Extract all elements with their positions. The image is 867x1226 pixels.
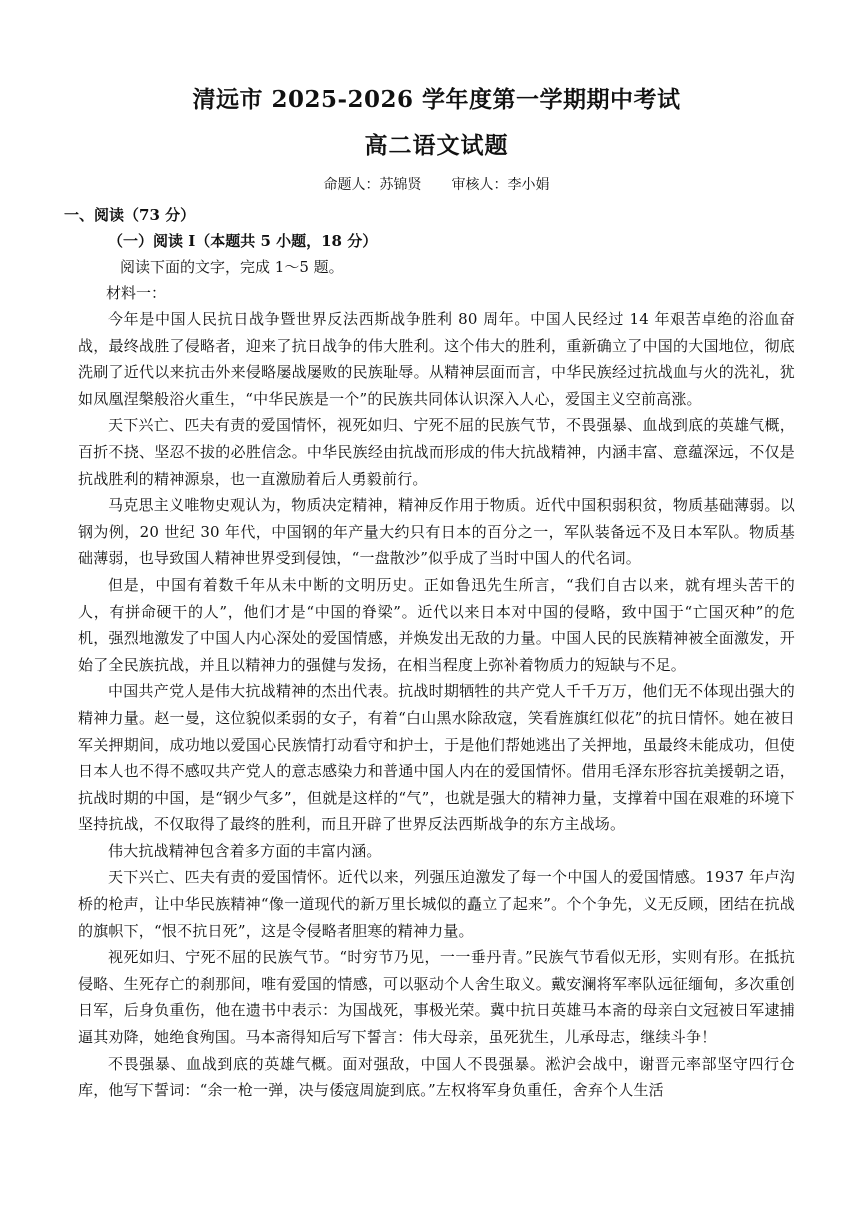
- author-text: 命题人：苏锦贤: [323, 177, 422, 193]
- paragraph: 中国共产党人是伟大抗战精神的杰出代表。抗战时期牺牲的共产党人千千万万，他们无不体现出强大的精神力量。赵一曼，这位貌似柔弱的女子，有着“白山黑水除敌寇，笑看旌旗红似花”的抗日情怀。她在被日军关押期间，成功地以爱国心民族情打动看守和护士，于是他们帮她逃出了关押地，虽最终未能成功，但使日本人也不得不感叹共产党人的意志感染力和普通中国人内在的爱国情怀。借用毛泽东形容抗美援朝之语，抗战时期的中国，是“钢少气多”，但就是这样的“气”，也就是强大的精神力量，支撑着中国在艰难的环境下坚持抗战，不仅取得了最终的胜利，而且开辟了世界反法西斯战争的东方主战场。: [78, 682, 795, 834]
- instruction-text: 阅读下面的文字，完成 1～5 题。: [120, 258, 344, 276]
- reviewer-text: 审核人：李小娟: [451, 177, 550, 193]
- paragraph: 伟大抗战精神包含着多方面的丰富内涵。: [108, 841, 382, 860]
- exam-subtitle: 高二语文试题: [364, 132, 509, 159]
- paragraph: 今年是中国人民抗日战争暨世界反法西斯战争胜利 80 周年。中国人民经过 14 年艰苦卓绝的浴血奋战，最终战胜了侵略者，迎来了抗日战争的伟大胜利。这个伟大的胜利，重新确立了中国的大国地位，彻底洗刷了近代以来抗击外来侵略屡战屡败的民族耻辱。从精神层面而言，中华民族经过抗战血与火的洗礼，犹如凤凰涅槃般浴火重生，“中华民族是一个”的民族共同体认识深入人心，爱国主义空前高涨。: [78, 310, 795, 408]
- section-heading: 一、阅读（73 分）: [64, 206, 196, 224]
- paragraph: 但是，中国有着数千年从未中断的文明历史。正如鲁迅先生所言，“我们自古以来，就有埋头苦干的人，有拼命硬干的人”，他们才是“中国的脊梁”。近代以来日本对中国的侵略，致中国于“亡国灭种”的危机，强烈地激发了中国人内心深处的爱国情感，并焕发出无敌的力量。中国人民的民族精神被全面激发，开始了全民族抗战，并且以精神力的强健与发扬，在相当程度上弥补着物质力的短缺与不足。: [78, 575, 795, 674]
- paragraph: 视死如归、宁死不屈的民族气节。“时穷节乃见，一一垂丹青。”民族气节看似无形，实则有形。在抵抗侵略、生死存亡的刹那间，唯有爱国的情感，可以驱动个人舍生取义。戴安澜将军率队远征缅甸，多次重创日军，后身负重伤，他在遗书中表示：为国战死，事极光荣。冀中抗日英雄马本斋的母亲白文冠被日军逮捕逼其劝降，她绝食殉国。马本斋得知后写下誓言：伟大母亲，虽死犹生，儿承母志，继续斗争！: [78, 948, 795, 1047]
- material-label: 材料一：: [106, 284, 167, 302]
- paragraph: 天下兴亡、匹夫有责的爱国情怀。近代以来，列强压迫激发了每一个中国人的爱国情感。1937 年卢沟桥的枪声，让中华民族精神“像一道现代的新万里长城似的矗立了起来”。个个争先，义无反顾，团结在抗战的旗帜下，“恨不抗日死”，这是令侵略者胆寒的精神力量。: [78, 868, 795, 940]
- subsection-heading: （一）阅读 I（本题共 5 小题，18 分）: [108, 232, 378, 250]
- paragraph: 不畏强暴、血战到底的英雄气概。面对强敌，中国人不畏强暴。淞沪会战中，谢晋元率部坚守四行仓库，他写下誓词：“余一枪一弹，决与倭寇周旋到底。”左权将军身负重任，舍弃个人生活: [78, 1054, 795, 1100]
- author-line: [78, 174, 795, 196]
- exam-title: 清远市 2025-2026 学年度第一学期期中考试: [192, 86, 681, 113]
- paragraph: 天下兴亡、匹夫有责的爱国情怀，视死如归、宁死不屈的民族气节，不畏强暴、血战到底的英雄气概，百折不挠、坚忍不拔的必胜信念。中华民族经由抗战而形成的伟大抗战精神，内涵丰富、意蕴深远，不仅是抗战胜利的精神源泉，也一直激励着后人勇毅前行。: [78, 416, 795, 488]
- paragraph: 马克思主义唯物史观认为，物质决定精神，精神反作用于物质。近代中国积弱积贫，物质基础薄弱。以钢为例，20 世纪 30 年代，中国钢的年产量大约只有日本的百分之一，军队装备远不及日本军队。物质基础薄弱，也导致国人精神世界受到侵蚀，“一盘散沙”似乎成了当时中国人的代名词。: [78, 496, 795, 568]
